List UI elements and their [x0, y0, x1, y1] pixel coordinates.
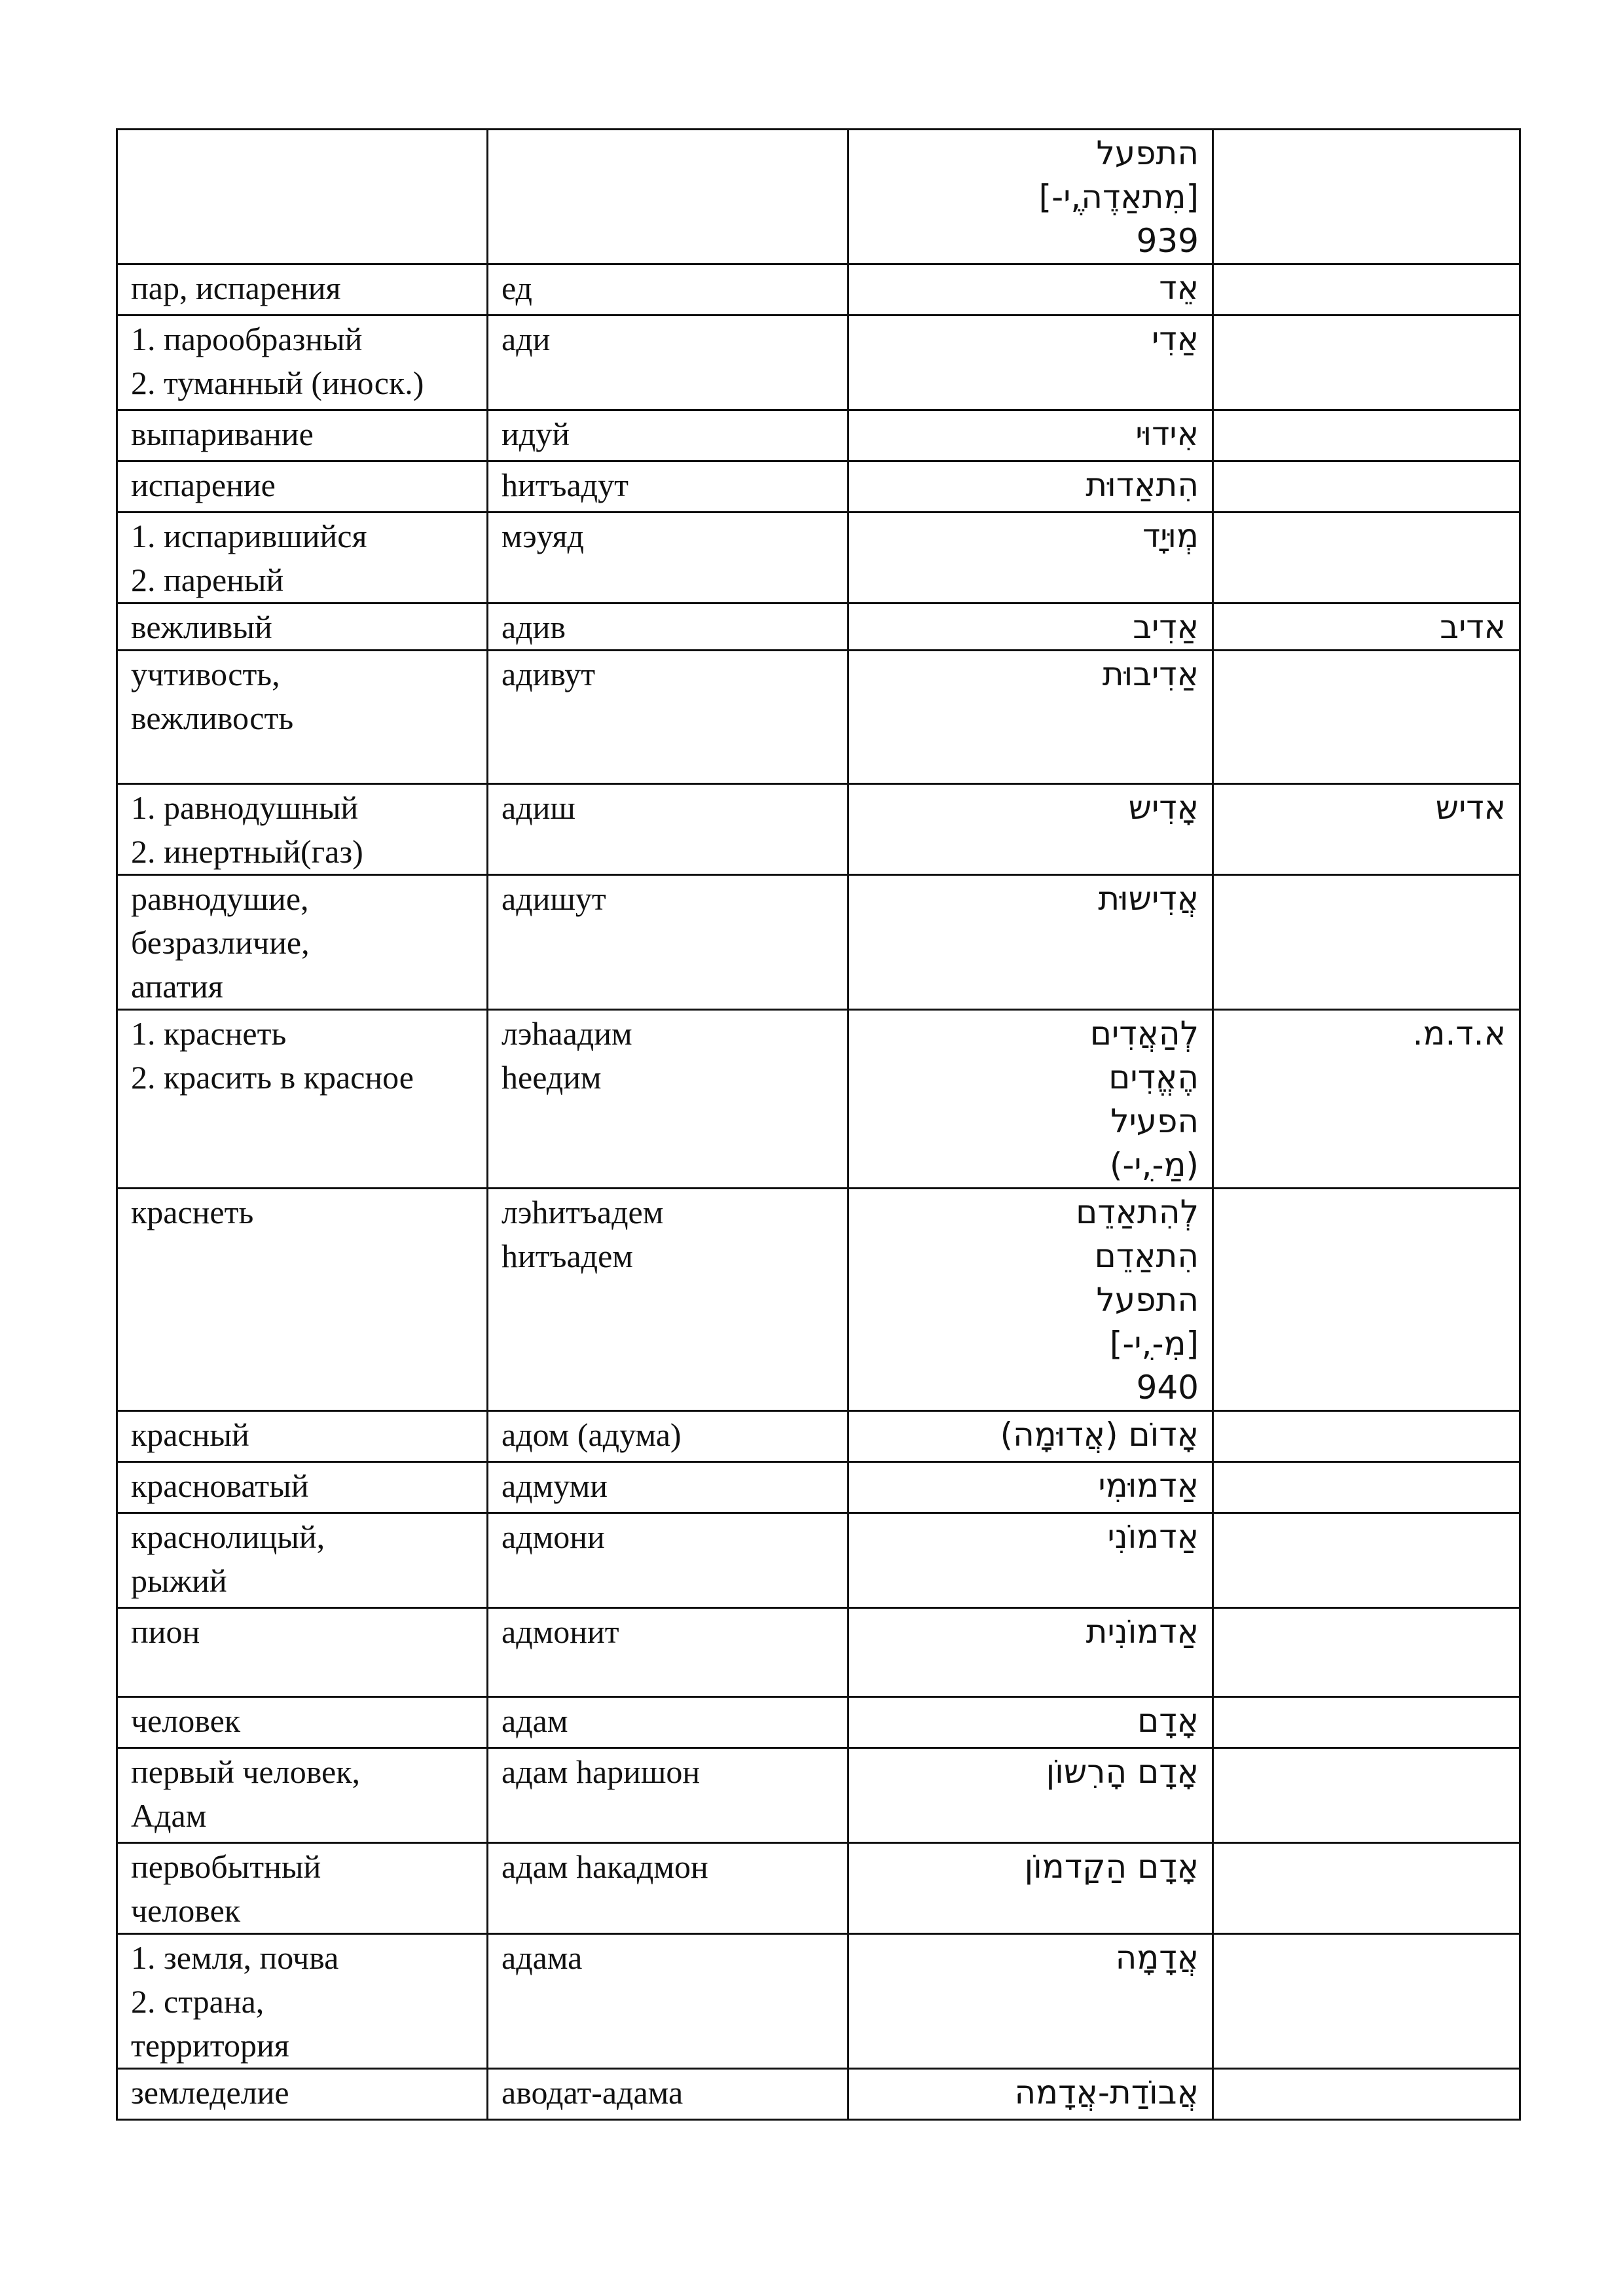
- russian-meaning-cell: [117, 1748, 488, 1843]
- russian-meaning-cell: [117, 1411, 488, 1462]
- hebrew-word-line: אַדמוּמִי: [1098, 1467, 1199, 1505]
- russian-meaning-line: испарение: [131, 467, 276, 503]
- russian-meaning-line: первобытный: [131, 1848, 321, 1885]
- hebrew-word-cell: [848, 1934, 1213, 2069]
- root-text: אדיב: [1440, 608, 1506, 646]
- russian-meaning-line: 1. испарившийся: [131, 518, 367, 554]
- table-row: [117, 461, 1520, 512]
- transliteration-line: ади: [501, 321, 551, 357]
- root-cell: [1213, 784, 1520, 875]
- russian-meaning-line: 1. равнодушный: [131, 789, 359, 826]
- table-row: [117, 1189, 1520, 1411]
- russian-meaning-line: пион: [131, 1613, 200, 1650]
- russian-meaning-line: человек: [131, 1892, 241, 1929]
- table-row: [117, 2069, 1520, 2120]
- root-cell: [1213, 410, 1520, 461]
- table-row: [117, 1843, 1520, 1934]
- hebrew-word-line: אָדָם הַקַדמוֹן: [1024, 1848, 1199, 1886]
- table-row: [117, 1513, 1520, 1608]
- hebrew-word-line: אֲבוֹדַת-אֲדָמה: [1014, 2073, 1199, 2111]
- hebrew-word-line: [מִ-,ִי-]: [1109, 1325, 1199, 1363]
- hebrew-word-cell: [848, 1843, 1213, 1934]
- root-cell: [1213, 315, 1520, 410]
- russian-meaning-cell: [117, 1513, 488, 1608]
- russian-meaning-line: человек: [131, 1702, 241, 1739]
- russian-meaning-line: 2. пареный: [131, 562, 284, 598]
- russian-meaning-cell: [117, 1697, 488, 1748]
- dictionary-table: [116, 128, 1521, 2121]
- hebrew-word-cell: [848, 512, 1213, 603]
- table-row: [117, 315, 1520, 410]
- table-row: [117, 1411, 1520, 1462]
- transliteration-cell: [488, 315, 848, 410]
- russian-meaning-line: апатия: [131, 968, 223, 1005]
- russian-meaning-line: первый человек,: [131, 1753, 360, 1790]
- transliteration-line: адам: [501, 1702, 568, 1739]
- hebrew-word-cell: [848, 784, 1213, 875]
- hebrew-word-cell: [848, 1010, 1213, 1189]
- hebrew-word-line: אַדמוֹנִית: [1085, 1613, 1199, 1651]
- table-row: [117, 1697, 1520, 1748]
- transliteration-cell: [488, 1697, 848, 1748]
- transliteration-cell: [488, 410, 848, 461]
- root-cell: [1213, 1010, 1520, 1189]
- russian-meaning-cell: [117, 1189, 488, 1411]
- transliteration-line: адишут: [501, 880, 606, 917]
- hebrew-word-cell: [848, 2069, 1213, 2120]
- transliteration-cell: [488, 2069, 848, 2120]
- hebrew-word-line: אַדמוֹנִי: [1107, 1518, 1199, 1556]
- hebrew-word-line: אָדִיש: [1128, 789, 1199, 827]
- root-cell: [1213, 1513, 1520, 1608]
- transliteration-cell: [488, 784, 848, 875]
- transliteration-line: аводат-адама: [501, 2074, 684, 2111]
- hebrew-word-line: הִתאַדוּת: [1085, 466, 1199, 504]
- transliteration-line: идуй: [501, 416, 570, 452]
- hebrew-word-cell: [848, 1513, 1213, 1608]
- hebrew-word-cell: [848, 264, 1213, 315]
- russian-meaning-cell: [117, 1010, 488, 1189]
- hebrew-word-cell: [848, 130, 1213, 264]
- russian-meaning-line: 1. краснеть: [131, 1015, 287, 1052]
- transliteration-line: адам hакадмон: [501, 1848, 708, 1885]
- russian-meaning-line: 2. туманный (иноск.): [131, 365, 424, 401]
- russian-meaning-cell: [117, 603, 488, 651]
- russian-meaning-cell: [117, 410, 488, 461]
- russian-meaning-line: 1. парообразный: [131, 321, 363, 357]
- hebrew-word-line: הפעיל: [1110, 1102, 1199, 1140]
- transliteration-cell: [488, 1010, 848, 1189]
- russian-meaning-line: вежливость: [131, 700, 294, 736]
- russian-meaning-line: краснеть: [131, 1194, 254, 1230]
- russian-meaning-line: 2. страна,: [131, 1983, 264, 2020]
- transliteration-line: ед: [501, 270, 532, 306]
- transliteration-line: лэhаадим: [501, 1015, 632, 1052]
- russian-meaning-line: равнодушие,: [131, 880, 309, 917]
- table-row: [117, 1462, 1520, 1513]
- root-cell: [1213, 1411, 1520, 1462]
- hebrew-word-cell: [848, 1697, 1213, 1748]
- russian-meaning-cell: [117, 264, 488, 315]
- transliteration-cell: [488, 875, 848, 1010]
- table-row: [117, 603, 1520, 651]
- root-cell: [1213, 1189, 1520, 1411]
- hebrew-word-line: התפעל: [1096, 1281, 1199, 1319]
- transliteration-cell: [488, 1934, 848, 2069]
- hebrew-word-line: 939: [1136, 222, 1199, 260]
- russian-meaning-cell: [117, 875, 488, 1010]
- hebrew-word-line: [מִתאַדֶה,ֶי-]: [1038, 178, 1199, 216]
- root-cell: [1213, 130, 1520, 264]
- hebrew-word-line: מְוּיָד: [1142, 517, 1199, 555]
- transliteration-cell: [488, 512, 848, 603]
- transliteration-line: адивут: [501, 656, 596, 692]
- hebrew-word-line: אָדָם הָרִשוֹן: [1046, 1753, 1199, 1791]
- transliteration-cell: [488, 1608, 848, 1697]
- hebrew-word-line: אֲדָמָה: [1115, 1939, 1199, 1977]
- russian-meaning-cell: [117, 461, 488, 512]
- russian-meaning-cell: [117, 315, 488, 410]
- root-cell: [1213, 461, 1520, 512]
- hebrew-word-line: אִידוּי: [1135, 415, 1199, 453]
- root-cell: [1213, 1843, 1520, 1934]
- hebrew-word-cell: [848, 651, 1213, 784]
- root-cell: [1213, 603, 1520, 651]
- root-cell: [1213, 2069, 1520, 2120]
- hebrew-word-line: אֵד: [1159, 269, 1199, 307]
- transliteration-cell: [488, 461, 848, 512]
- russian-meaning-line: краснолицый,: [131, 1518, 325, 1555]
- russian-meaning-line: безразличие,: [131, 924, 310, 961]
- dictionary-table-body: [117, 130, 1520, 2120]
- transliteration-cell: [488, 1843, 848, 1934]
- russian-meaning-cell: [117, 2069, 488, 2120]
- russian-meaning-line: 2. красить в красное: [131, 1059, 414, 1096]
- table-row: [117, 512, 1520, 603]
- russian-meaning-cell: [117, 1934, 488, 2069]
- transliteration-cell: [488, 264, 848, 315]
- root-cell: [1213, 512, 1520, 603]
- russian-meaning-line: земледелие: [131, 2074, 289, 2111]
- transliteration-line: hитъадем: [501, 1238, 633, 1274]
- transliteration-cell: [488, 130, 848, 264]
- table-row: [117, 1934, 1520, 2069]
- table-row: [117, 410, 1520, 461]
- russian-meaning-cell: [117, 1843, 488, 1934]
- transliteration-cell: [488, 651, 848, 784]
- root-cell: [1213, 1697, 1520, 1748]
- russian-meaning-line: вежливый: [131, 609, 272, 645]
- transliteration-cell: [488, 1513, 848, 1608]
- table-row: [117, 1608, 1520, 1697]
- table-row: [117, 875, 1520, 1010]
- hebrew-word-line: לְהַאֲדִים: [1089, 1014, 1199, 1052]
- russian-meaning-line: красный: [131, 1416, 249, 1453]
- russian-meaning-line: территория: [131, 2027, 289, 2064]
- russian-meaning-line: пар, испарения: [131, 270, 341, 306]
- hebrew-word-line: 940: [1136, 1369, 1199, 1407]
- russian-meaning-line: учтивость,: [131, 656, 280, 692]
- transliteration-line: hеедим: [501, 1059, 602, 1096]
- root-cell: [1213, 1748, 1520, 1843]
- root-cell: [1213, 1934, 1520, 2069]
- hebrew-word-cell: [848, 1748, 1213, 1843]
- transliteration-cell: [488, 1189, 848, 1411]
- russian-meaning-cell: [117, 1462, 488, 1513]
- russian-meaning-line: выпаривание: [131, 416, 314, 452]
- russian-meaning-line: 1. земля, почва: [131, 1939, 339, 1976]
- root-text: אדיש: [1435, 789, 1506, 827]
- transliteration-cell: [488, 1748, 848, 1843]
- hebrew-word-line: הִתאַדֵם: [1094, 1237, 1199, 1275]
- russian-meaning-line: Адам: [131, 1797, 207, 1834]
- russian-meaning-line: красноватый: [131, 1467, 309, 1504]
- hebrew-word-cell: [848, 603, 1213, 651]
- hebrew-word-line: לְהִתאַדֵם: [1076, 1193, 1199, 1231]
- hebrew-word-line: אָדָם: [1137, 1702, 1199, 1740]
- russian-meaning-cell: [117, 651, 488, 784]
- hebrew-word-cell: [848, 1189, 1213, 1411]
- root-text: א.ד.מ.: [1412, 1014, 1506, 1052]
- transliteration-cell: [488, 1411, 848, 1462]
- russian-meaning-cell: [117, 512, 488, 603]
- hebrew-word-line: אַדִיבוּת: [1102, 655, 1199, 693]
- root-cell: [1213, 651, 1520, 784]
- hebrew-word-line: התפעל: [1096, 134, 1199, 172]
- transliteration-line: адмуми: [501, 1467, 608, 1504]
- table-row: [117, 264, 1520, 315]
- root-cell: [1213, 875, 1520, 1010]
- hebrew-word-cell: [848, 410, 1213, 461]
- root-cell: [1213, 1462, 1520, 1513]
- russian-meaning-cell: [117, 130, 488, 264]
- table-row: [117, 1010, 1520, 1189]
- hebrew-word-cell: [848, 1462, 1213, 1513]
- table-row: [117, 130, 1520, 264]
- transliteration-line: адом (адума): [501, 1416, 682, 1453]
- hebrew-word-line: אֲדִישוּת: [1098, 880, 1199, 918]
- russian-meaning-line: 2. инертный(газ): [131, 833, 363, 870]
- transliteration-line: адмонит: [501, 1613, 619, 1650]
- table-row: [117, 651, 1520, 784]
- hebrew-word-cell: [848, 1411, 1213, 1462]
- table-row: [117, 1748, 1520, 1843]
- transliteration-cell: [488, 1462, 848, 1513]
- transliteration-line: мэуяд: [501, 518, 584, 554]
- hebrew-word-cell: [848, 315, 1213, 410]
- hebrew-word-cell: [848, 875, 1213, 1010]
- russian-meaning-cell: [117, 1608, 488, 1697]
- transliteration-line: адмони: [501, 1518, 605, 1555]
- root-cell: [1213, 264, 1520, 315]
- transliteration-line: адам hаришон: [501, 1753, 701, 1790]
- transliteration-line: адиш: [501, 789, 575, 826]
- transliteration-line: адама: [501, 1939, 583, 1976]
- hebrew-word-line: אַדִיב: [1133, 608, 1199, 646]
- transliteration-line: лэhитъадем: [501, 1194, 664, 1230]
- transliteration-line: адив: [501, 609, 566, 645]
- russian-meaning-cell: [117, 784, 488, 875]
- hebrew-word-line: הֶאֱדִים: [1108, 1058, 1199, 1096]
- root-cell: [1213, 1608, 1520, 1697]
- transliteration-cell: [488, 603, 848, 651]
- hebrew-word-line: אָדוֹם (אֲדוּמָה): [1000, 1416, 1199, 1454]
- russian-meaning-line: рыжий: [131, 1562, 227, 1599]
- hebrew-word-cell: [848, 461, 1213, 512]
- transliteration-line: hитъадут: [501, 467, 629, 503]
- hebrew-word-line: אַדִי: [1152, 320, 1199, 358]
- hebrew-word-cell: [848, 1608, 1213, 1697]
- table-row: [117, 784, 1520, 875]
- hebrew-word-line: (מַ-,ִי-): [1109, 1146, 1199, 1184]
